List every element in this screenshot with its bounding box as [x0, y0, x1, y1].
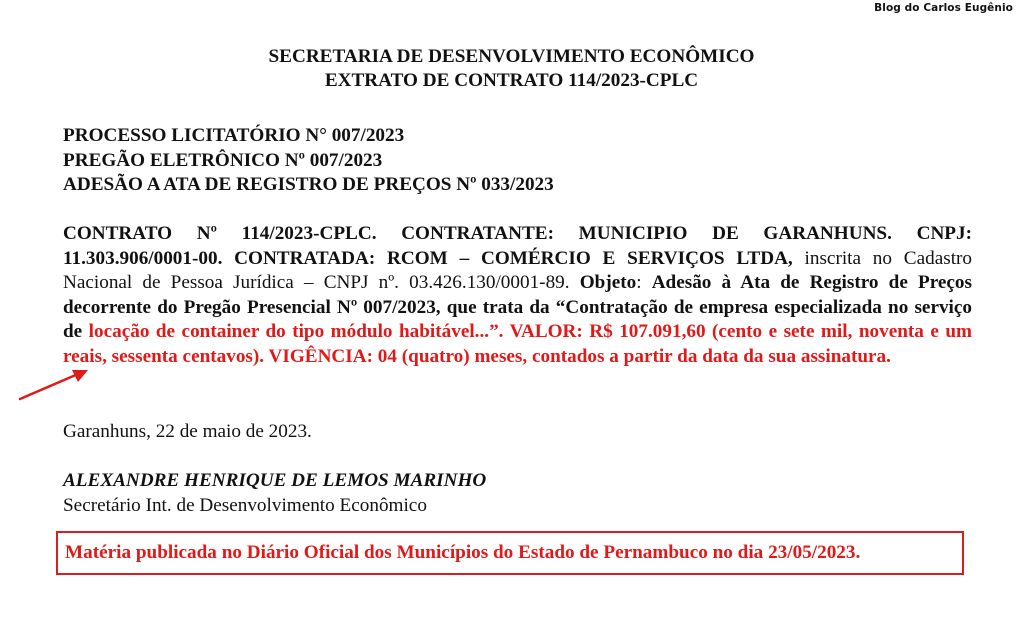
contract-registration: inscrita no Cadastro Nacional de Pessoa Jurídica – CNPJ nº. 03.426.130/0001-89.: [63, 247, 973, 294]
signer-role: Secretário Int. de Desenvolvimento Econômico: [63, 494, 427, 516]
contract-paragraph: [63, 222, 972, 370]
process-line: ADESÃO A ATA DE REGISTRO DE PREÇOS Nº 033/2023: [63, 174, 554, 195]
blog-watermark: Blog do Carlos Eugênio: [874, 2, 1013, 14]
publication-notice: Matéria publicada no Diário Oficial dos Municípios do Estado de Pernambuco no dia 23/05/2023.: [65, 542, 861, 563]
object-colon: :: [636, 272, 652, 294]
contract-parties: CONTRATO Nº 114/2023-CPLC. CONTRATANTE: MUNICIPIO DE GARANHUNS. CNPJ: 11.303.906/0001-00. CONTRATADA: RCOM – COMÉRCIO E SERVIÇOS LTDA,: [63, 223, 972, 269]
highlighted-value-term: locação de container do tipo módulo habitável...”. VALOR: R$ 107.091,60 (cento e sete mil, noventa e um reais, sessenta centavos). VIGÊNCIA: 04 (quatro) meses, contados a partir da data da sua assinatura.: [63, 321, 972, 367]
process-line: PROCESSO LICITATÓRIO N° 007/2023: [63, 125, 405, 146]
extract-title: EXTRATO DE CONTRATO 114/2023-CPLC: [324, 70, 699, 91]
object-description: Adesão à Ata de Registro de Preços decorrente do Pregão Presencial Nº 007/2023, que trata da “Contratação de empresa especializada no serviço de: [63, 272, 972, 343]
department-title: SECRETARIA DE DESENVOLVIMENTO ECONÔMICO: [268, 46, 755, 67]
object-label: Objeto: [579, 272, 637, 294]
place-date: Garanhuns, 22 de maio de 2023.: [63, 421, 312, 442]
signer-name: ALEXANDRE HENRIQUE DE LEMOS MARINHO: [63, 470, 487, 491]
process-line: PREGÃO ELETRÔNICO Nº 007/2023: [63, 149, 383, 171]
process-lines: [63, 124, 554, 198]
document-header: [0, 45, 1023, 93]
publication-notice-box: [56, 531, 964, 575]
red-arrow-icon: [16, 364, 96, 404]
signature-block: [63, 469, 486, 518]
